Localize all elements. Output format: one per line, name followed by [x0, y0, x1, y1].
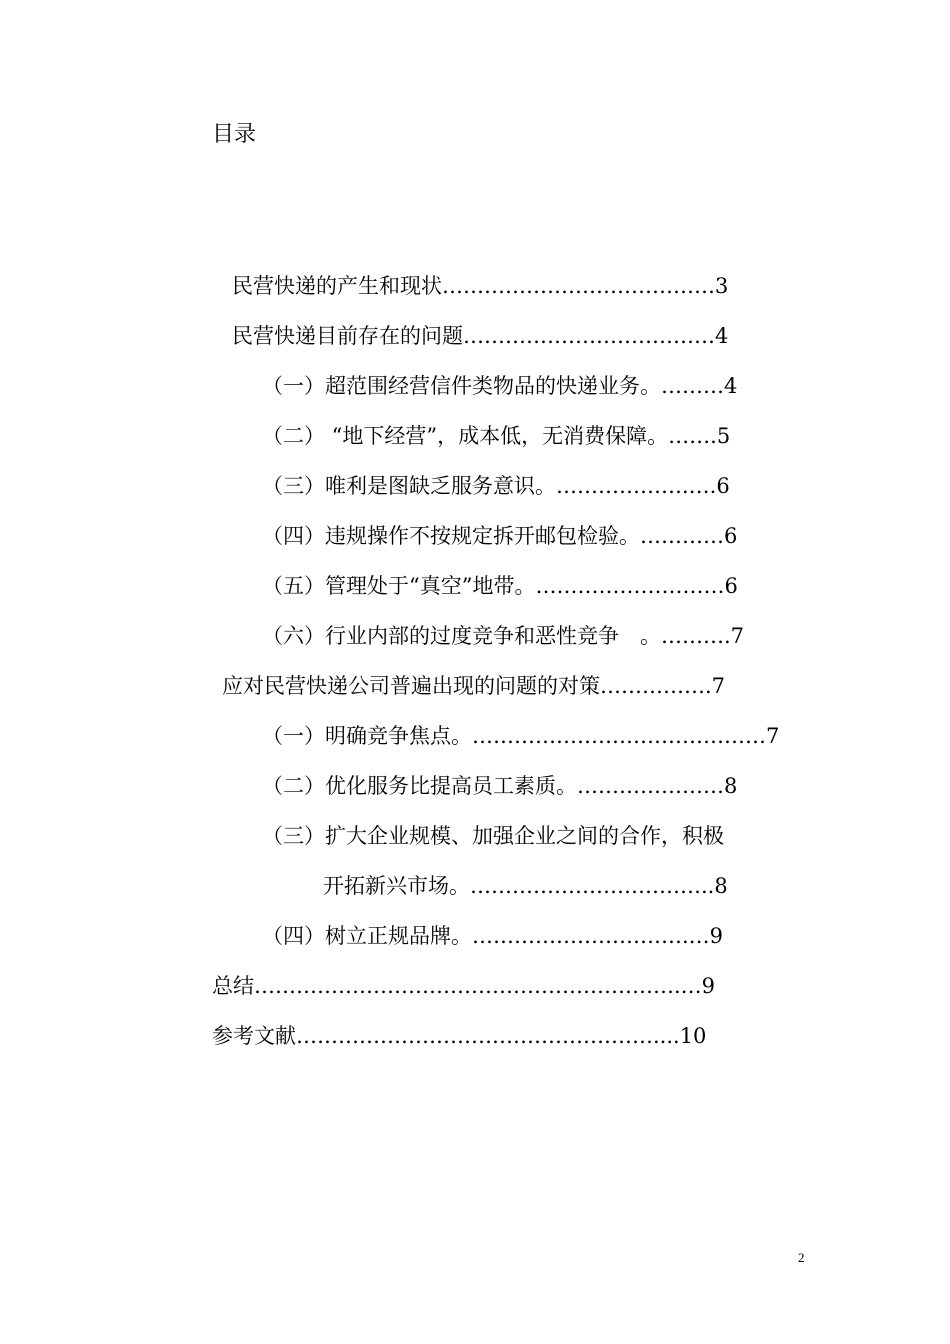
toc-entry: （三）唯利是图缺乏服务意识。……………….….6	[262, 474, 730, 498]
toc-entry: （六）行业内部的过度竞争和恶性竞争 。……….7	[262, 624, 745, 648]
toc-entry: （一）超范围经营信件类物品的快递业务。………4	[262, 374, 738, 398]
toc-entry: 民营快递目前存在的问题………………………………4	[232, 324, 729, 348]
toc-entry: 总结…………………………………………………….…9	[212, 974, 716, 998]
page-number: 2	[798, 1250, 805, 1265]
toc-entry: 应对民营快递公司普遍出现的问题的对策…………….7	[222, 674, 726, 698]
toc-entry: （五）管理处于“真空”地带。………………………6	[262, 574, 738, 598]
toc-entry: （二）优化服务比提高员工素质。…………………8	[262, 774, 738, 798]
toc-entry: （一）明确竞争焦点。……………………………………7	[262, 724, 780, 748]
toc-entry: （二） “地下经营”，成本低，无消费保障。…….5	[262, 424, 731, 448]
toc-entry: （四）树立正规品牌。………………………….…9	[262, 924, 724, 948]
toc-entry: 开拓新兴市场。……………………………..8	[323, 874, 728, 898]
toc-entry: （三）扩大企业规模、加强企业之间的合作，积极	[262, 824, 724, 848]
toc-entry: 民营快递的产生和现状…………………………………3	[232, 274, 729, 298]
toc-entry: 参考文献……………………………………………....10	[212, 1024, 707, 1048]
toc-entry: （四）违规操作不按规定拆开邮包检验。…………6	[262, 524, 738, 548]
toc-title: 目录	[212, 122, 257, 147]
